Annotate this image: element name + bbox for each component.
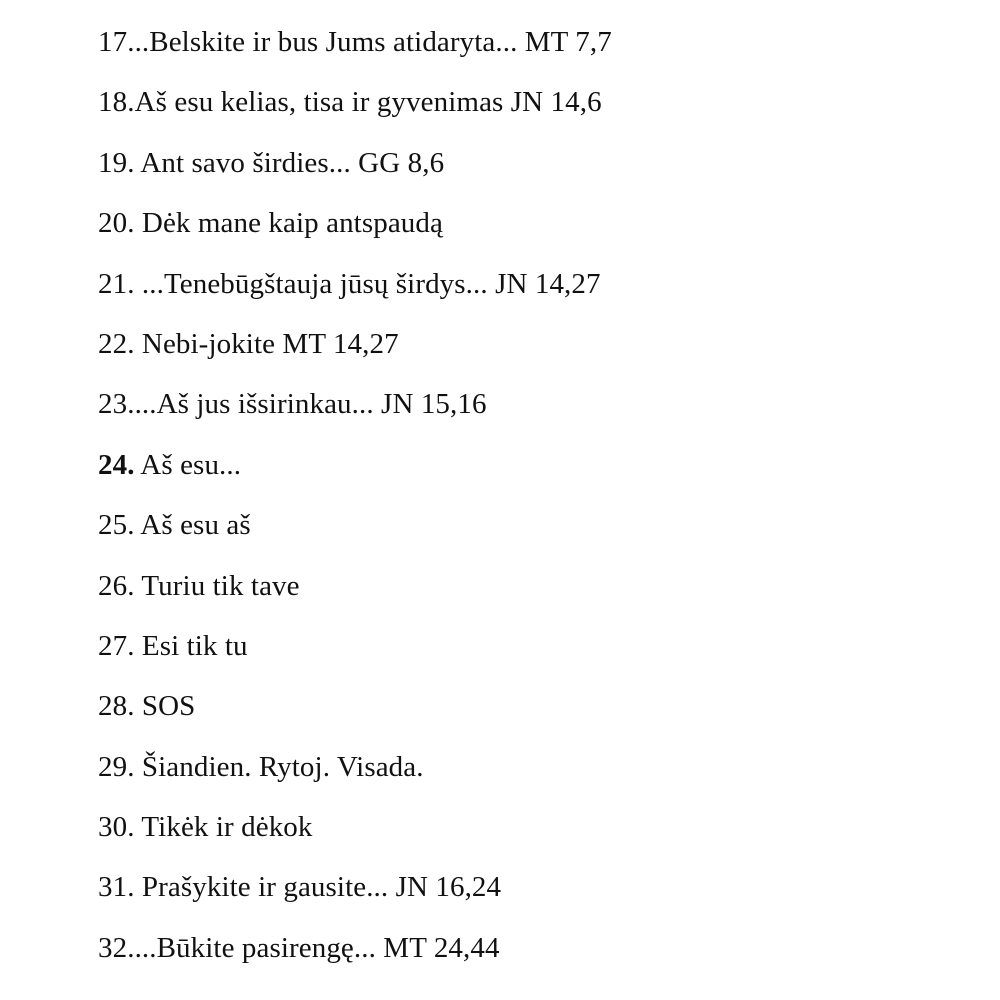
- item-number: 23.: [98, 388, 135, 421]
- list-item: [98, 682, 1000, 742]
- item-number: 32.: [98, 931, 135, 964]
- item-number: 27.: [98, 629, 135, 662]
- item-text: Aš esu aš: [134, 509, 251, 542]
- item-text: ..Belskite ir bus Jums atidaryta... MT 7,7: [134, 26, 612, 58]
- list-item: [98, 441, 1000, 501]
- list-item: [98, 924, 1000, 984]
- item-text: Ant savo širdies... GG 8,6: [134, 146, 445, 179]
- item-text: Šiandien. Rytoj. Visada.: [134, 750, 424, 783]
- list-item: [98, 863, 1000, 923]
- item-number: 24.: [98, 448, 135, 481]
- list-item: [98, 199, 1000, 259]
- item-number: 29.: [98, 750, 135, 783]
- item-text: Dėk mane kaip antspaudą: [134, 207, 443, 240]
- list-item: [98, 18, 1000, 78]
- item-number: 30.: [98, 811, 135, 844]
- list-item: [98, 260, 1000, 320]
- list-item: [98, 622, 1000, 682]
- list-item: [98, 380, 1000, 440]
- list-item: [98, 501, 1000, 561]
- item-number: 22.: [98, 327, 135, 360]
- item-text: ...Aš jus išsirinkau... JN 15,16: [134, 388, 487, 421]
- numbered-list: [98, 18, 1000, 984]
- list-item: [98, 320, 1000, 380]
- item-number: 21.: [98, 267, 135, 300]
- item-text: Prašykite ir gausite... JN 16,24: [134, 871, 502, 904]
- item-text: SOS: [134, 690, 196, 723]
- item-text: ...Būkite pasirengę... MT 24,44: [134, 931, 500, 964]
- list-item: [98, 78, 1000, 138]
- list-item: [98, 562, 1000, 622]
- item-text: Aš esu kelias, tisa ir gyvenimas JN 14,6: [134, 86, 602, 119]
- item-number: 25.: [98, 509, 135, 542]
- item-text: Aš esu...: [134, 448, 242, 481]
- item-number: 19.: [98, 146, 135, 179]
- item-number: 17.: [98, 26, 135, 58]
- list-item: [98, 803, 1000, 863]
- item-number: 18.: [98, 86, 135, 119]
- item-number: 20.: [98, 207, 135, 240]
- item-number: 26.: [98, 569, 135, 602]
- item-number: 28.: [98, 690, 135, 723]
- item-text: ...Tenebūgštauja jūsų širdys... JN 14,27: [134, 267, 601, 300]
- item-number: 31.: [98, 871, 135, 904]
- list-item: [98, 139, 1000, 199]
- item-text: Nebi-jokite MT 14,27: [134, 327, 399, 360]
- list-item: [98, 743, 1000, 803]
- item-text: Turiu tik tave: [134, 569, 300, 602]
- item-text: Tikėk ir dėkok: [134, 811, 313, 844]
- item-text: Esi tik tu: [134, 629, 248, 662]
